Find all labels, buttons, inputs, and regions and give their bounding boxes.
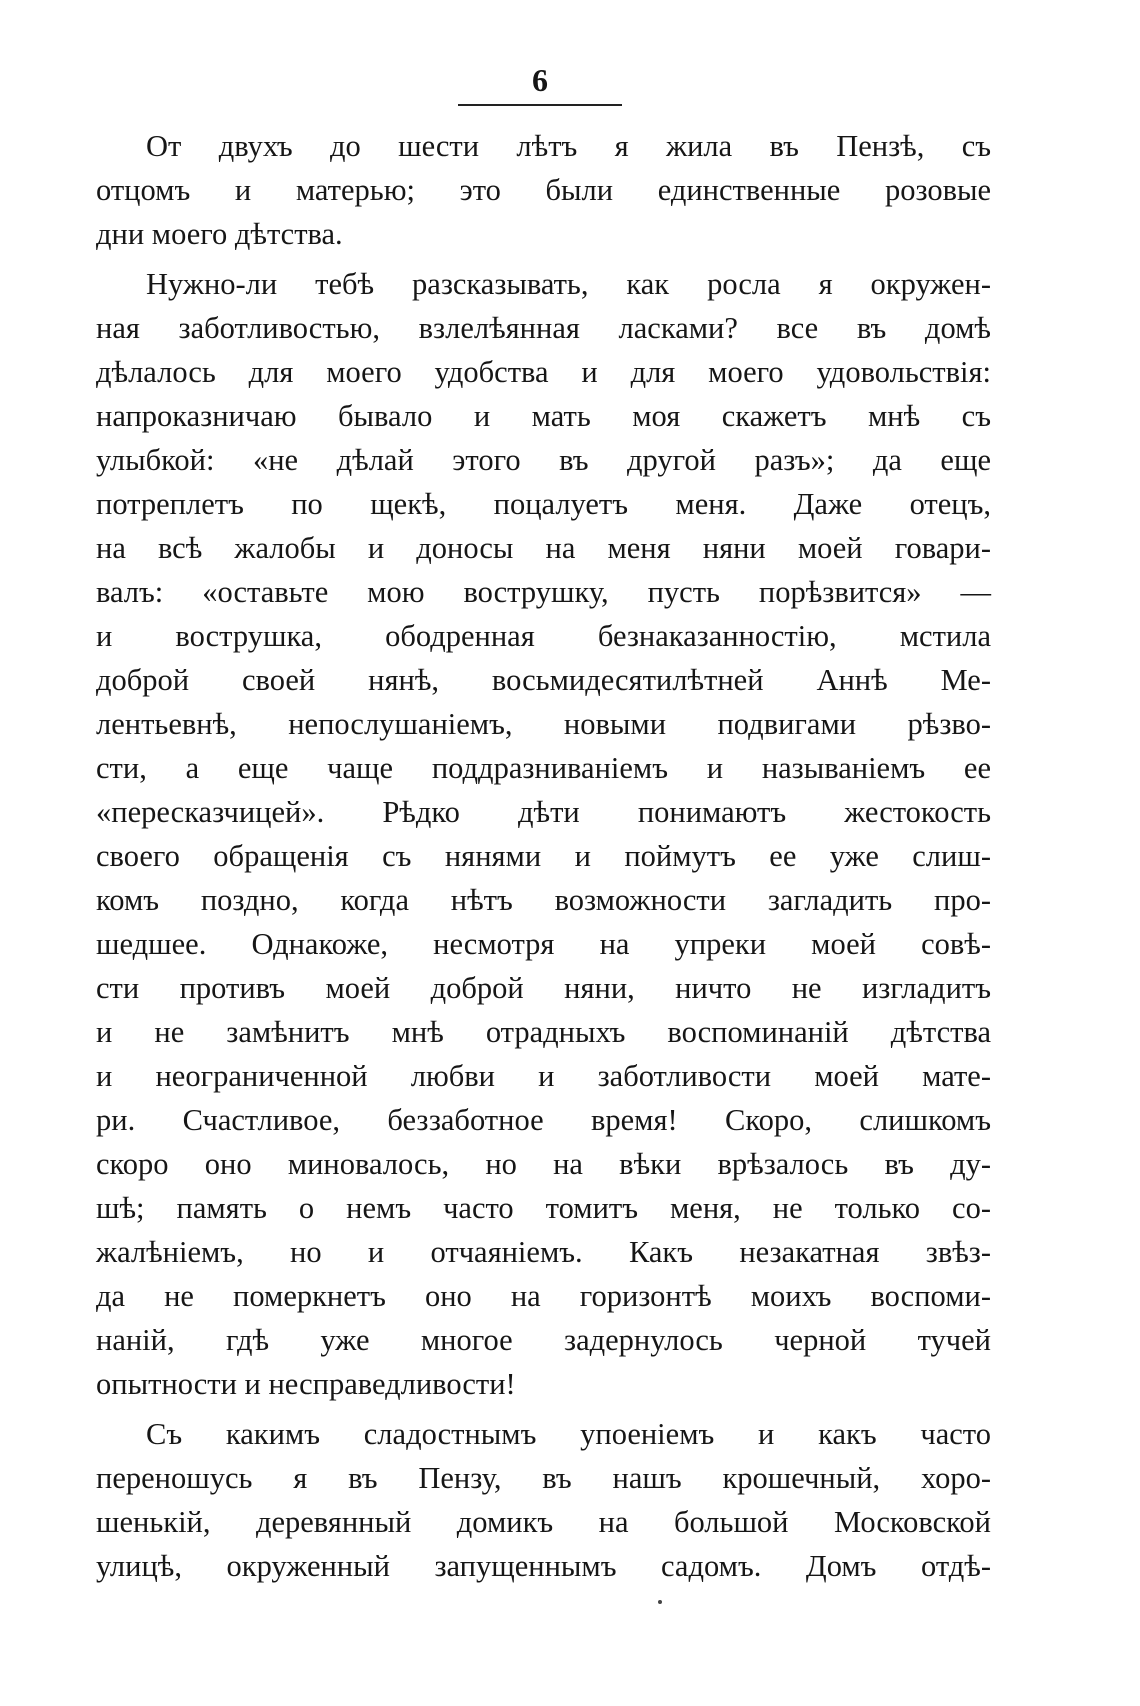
text-line: напроказничаю бывало и мать моя скажетъ мнѣ съ	[96, 399, 991, 433]
text-line: ная заботливостью, взлелѣянная ласками? все въ домѣ	[96, 311, 991, 345]
text-line: да не померкнетъ оно на горизонтѣ моихъ воспоми-	[96, 1279, 991, 1313]
text-line: жалѣніемъ, но и отчаяніемъ. Какъ незакатная звѣз-	[96, 1235, 991, 1269]
paragraph-2	[96, 262, 991, 1406]
text-line: ри. Счастливое, беззаботное время! Скоро, слишкомъ	[96, 1103, 991, 1137]
text-line: потреплетъ по щекѣ, поцалуетъ меня. Даже отецъ,	[96, 487, 991, 521]
text-line: сти, а еще чаще поддразниваніемъ и называніемъ ее	[96, 751, 991, 785]
text-line: дѣлалось для моего удобства и для моего удовольствія:	[96, 355, 991, 389]
text-line: и вострушка, ободренная безнаказанностію, мстила	[96, 619, 991, 653]
text-line: на всѣ жалобы и доносы на меня няни моей говари-	[96, 531, 991, 565]
text-line: доброй своей нянѣ, восьмидесятилѣтней Аннѣ Ме-	[96, 663, 991, 697]
text-line: и не замѣнитъ мнѣ отрадныхъ воспоминаній дѣтства	[96, 1015, 991, 1049]
text-line: дни моего дѣтства.	[96, 217, 343, 251]
text-line: отцомъ и матерью; это были единственные розовые	[96, 173, 991, 207]
text-line: Съ какимъ сладостнымъ упоеніемъ и какъ часто	[146, 1417, 991, 1451]
text-line: опытности и несправедливости!	[96, 1367, 516, 1401]
text-line: переношусь я въ Пензу, въ нашъ крошечный, хоро-	[96, 1461, 991, 1495]
text-line: шѣ; память о немъ часто томитъ меня, не только со-	[96, 1191, 991, 1225]
text-line: шедшее. Однакоже, несмотря на упреки моей совѣ-	[96, 927, 991, 961]
text-line: От двухъ до шести лѣтъ я жила въ Пензѣ, съ	[146, 129, 991, 163]
text-line: своего обращенія съ нянями и поймутъ ее уже слиш-	[96, 839, 991, 873]
header-rule	[458, 104, 622, 106]
page-number: 6	[532, 62, 548, 98]
text-line: сти противъ моей доброй няни, ничто не изгладитъ	[96, 971, 991, 1005]
text-line: улицѣ, окруженный запущеннымъ садомъ. Домъ отдѣ-	[96, 1549, 991, 1583]
text-line: комъ поздно, когда нѣтъ возможности загладить про-	[96, 883, 991, 917]
text-line: лентьевнѣ, непослушаніемъ, новыми подвигами рѣзво-	[96, 707, 991, 741]
text-line: улыбкой: «не дѣлай этого въ другой разъ»; да еще	[96, 443, 991, 477]
body-text	[96, 124, 991, 1588]
text-line: шенькій, деревянный домикъ на большой Московской	[96, 1505, 991, 1539]
print-speck	[658, 1600, 662, 1604]
text-line: наній, гдѣ уже многое задернулось черной тучей	[96, 1323, 991, 1357]
text-line: Нужно-ли тебѣ разсказывать, как росла я окружен-	[146, 267, 991, 301]
text-line: скоро оно миновалось, но на вѣки врѣзалось въ ду-	[96, 1147, 991, 1181]
text-line: валъ: «оставьте мою вострушку, пусть порѣзвится» —	[96, 575, 991, 609]
text-line: и неограниченной любви и заботливости моей мате-	[96, 1059, 991, 1093]
paragraph-1	[96, 124, 991, 256]
text-line: «пересказчицей». Рѣдко дѣти понимаютъ жестокость	[96, 795, 991, 829]
paragraph-3	[96, 1412, 991, 1588]
